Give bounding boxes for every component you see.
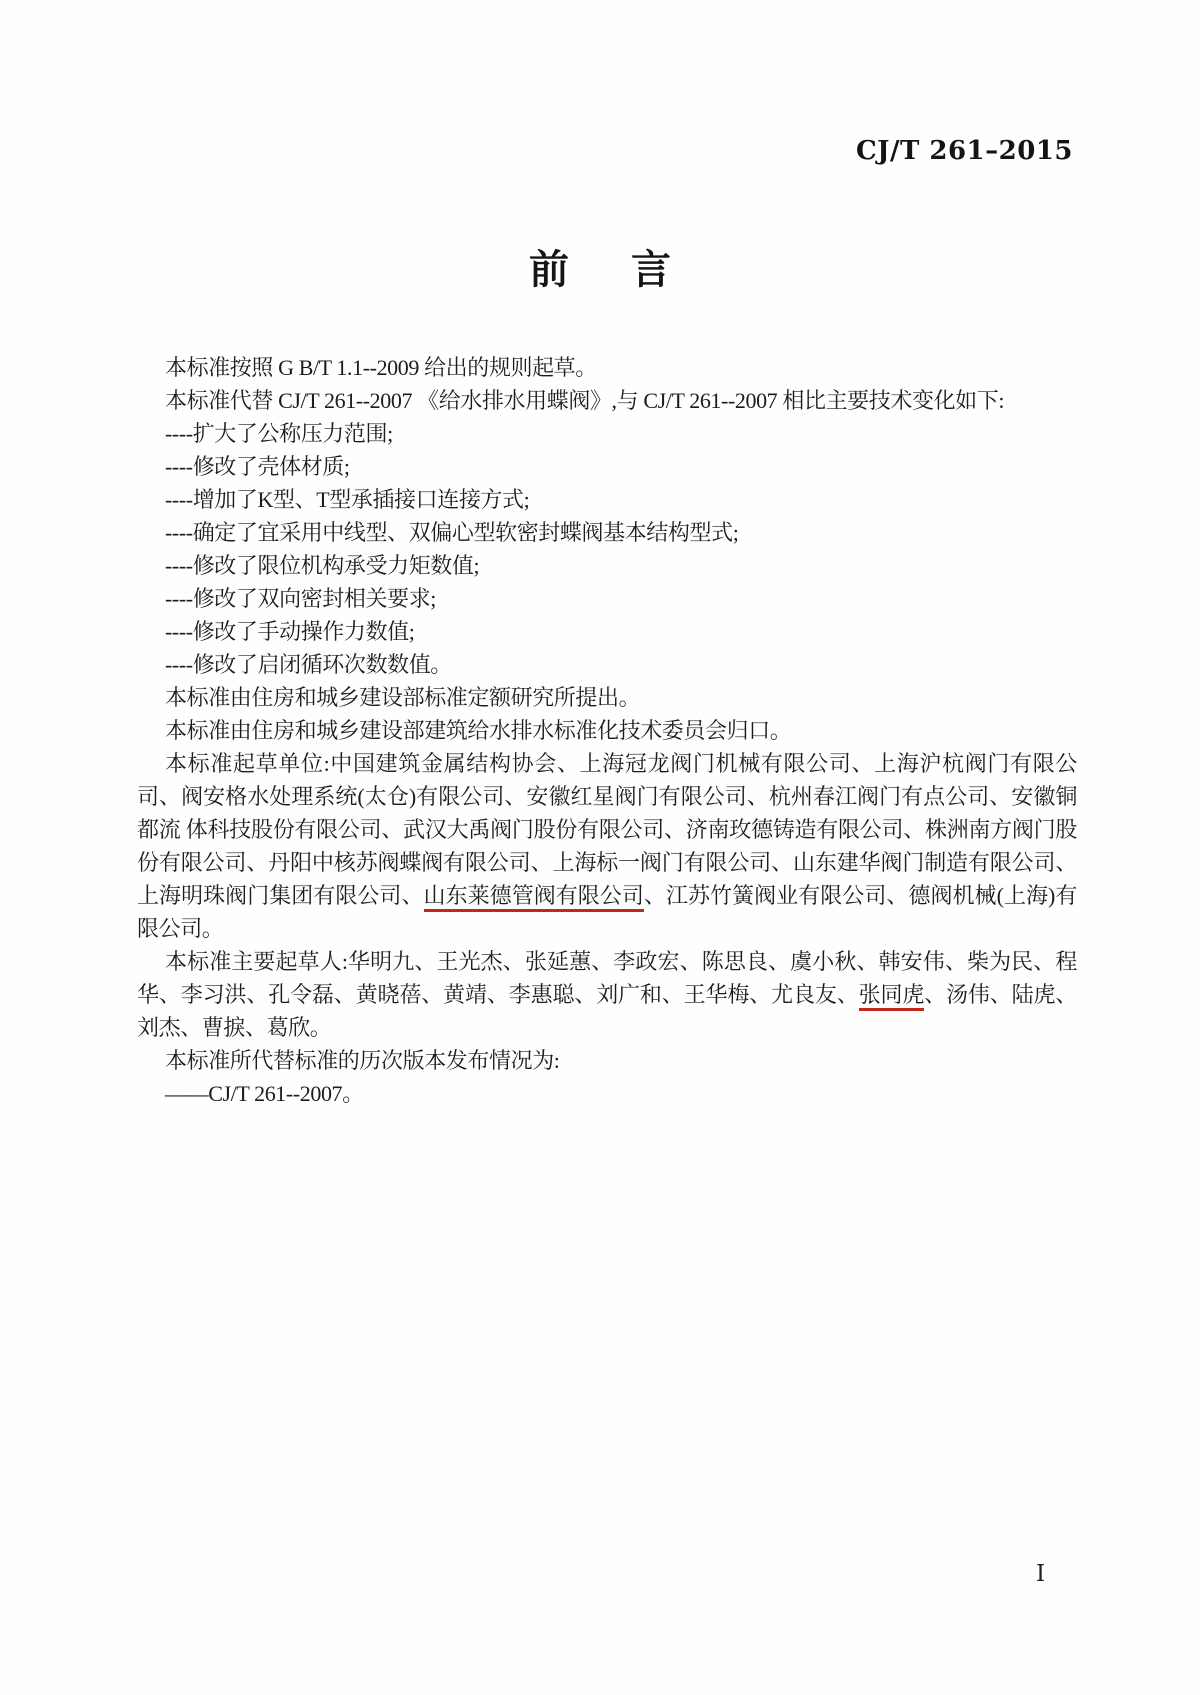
drafting-units-text-2: 、江苏竹簧阀业有限公司、德阀机械(上海)有限公司。 xyxy=(137,883,1077,941)
history-item: ——CJ/T 261--2007。 xyxy=(165,1081,364,1106)
change-item-8: ----修改了启闭循环次数数值。 xyxy=(165,652,452,677)
change-item-2: ----修改了壳体材质; xyxy=(165,454,350,479)
paragraph-proposed-by: 本标准由住房和城乡建设部标准定额研究所提出。 xyxy=(165,685,641,710)
change-item-1: ----扩大了公称压力范围; xyxy=(165,421,393,446)
drafters-text-1: 本标准主要起草人:华明九、王光杰、张延蕙、李政宏、陈思良、虞小秋、韩安伟、柴为民、程华、李习洪、孔令磊、黄晓蓓、黄靖、李惠聪、刘广和、王华梅、尤良友、 xyxy=(137,949,1077,1007)
change-item-6: ----修改了双向密封相关要求; xyxy=(165,586,437,611)
title-char-qian: 前 xyxy=(529,247,569,293)
drafters-text-2: 、汤伟、陆虎、刘杰、曹捩、葛欣。 xyxy=(137,982,1077,1040)
paragraph-centralized-by: 本标准由住房和城乡建设部建筑给水排水标准化技术委员会归口。 xyxy=(165,718,792,743)
drafting-units-text-1: 本标准起草单位:中国建筑金属结构协会、上海冠龙阀门机械有限公司、上海沪杭阀门有限公司、阀安格水处理系统(太仓)有限公司、安徽红星阀门有限公司、杭州春江阀门有点公司、安徽铜都流 体科技股份有限公司、武汉大禹阀门股份有限公司、济南玫德铸造有限公司、株洲南方阀门股份有限公司、丹阳中核苏阀蝶阀有限公司、上海标一阀门有限公司、山东建华阀门制造有限公司、上海明珠阀门集团有限公司、 xyxy=(137,751,1077,908)
highlighted-drafter: 张同虎 xyxy=(859,982,925,1011)
paragraph-history-intro: 本标准所代替标准的历次版本发布情况为: xyxy=(165,1048,560,1073)
page-title xyxy=(0,238,1200,295)
change-item-3: ----增加了K型、T型承插接口连接方式; xyxy=(165,487,530,512)
foreword-body xyxy=(137,351,1077,1110)
paragraph-drafting-units xyxy=(137,747,1077,945)
paragraph-drafting-rules: 本标准按照 G B/T 1.1--2009 给出的规则起草。 xyxy=(165,355,597,380)
page-number: I xyxy=(1036,1561,1046,1587)
paragraph-replaces: 本标准代替 CJ/T 261--2007 《给水排水用蝶阀》,与 CJ/T 261--2007 相比主要技术变化如下: xyxy=(165,388,1005,413)
change-item-7: ----修改了手动操作力数值; xyxy=(165,619,415,644)
change-item-5: ----修改了限位机构承受力矩数值; xyxy=(165,553,480,578)
title-char-yan: 言 xyxy=(631,247,671,293)
change-item-4: ----确定了宜采用中线型、双偏心型软密封蝶阀基本结构型式; xyxy=(165,520,739,545)
paragraph-drafters xyxy=(137,945,1077,1044)
standard-number: CJ/T 261–2015 xyxy=(855,136,1073,166)
highlighted-company: 山东莱德管阀有限公司 xyxy=(424,883,644,912)
